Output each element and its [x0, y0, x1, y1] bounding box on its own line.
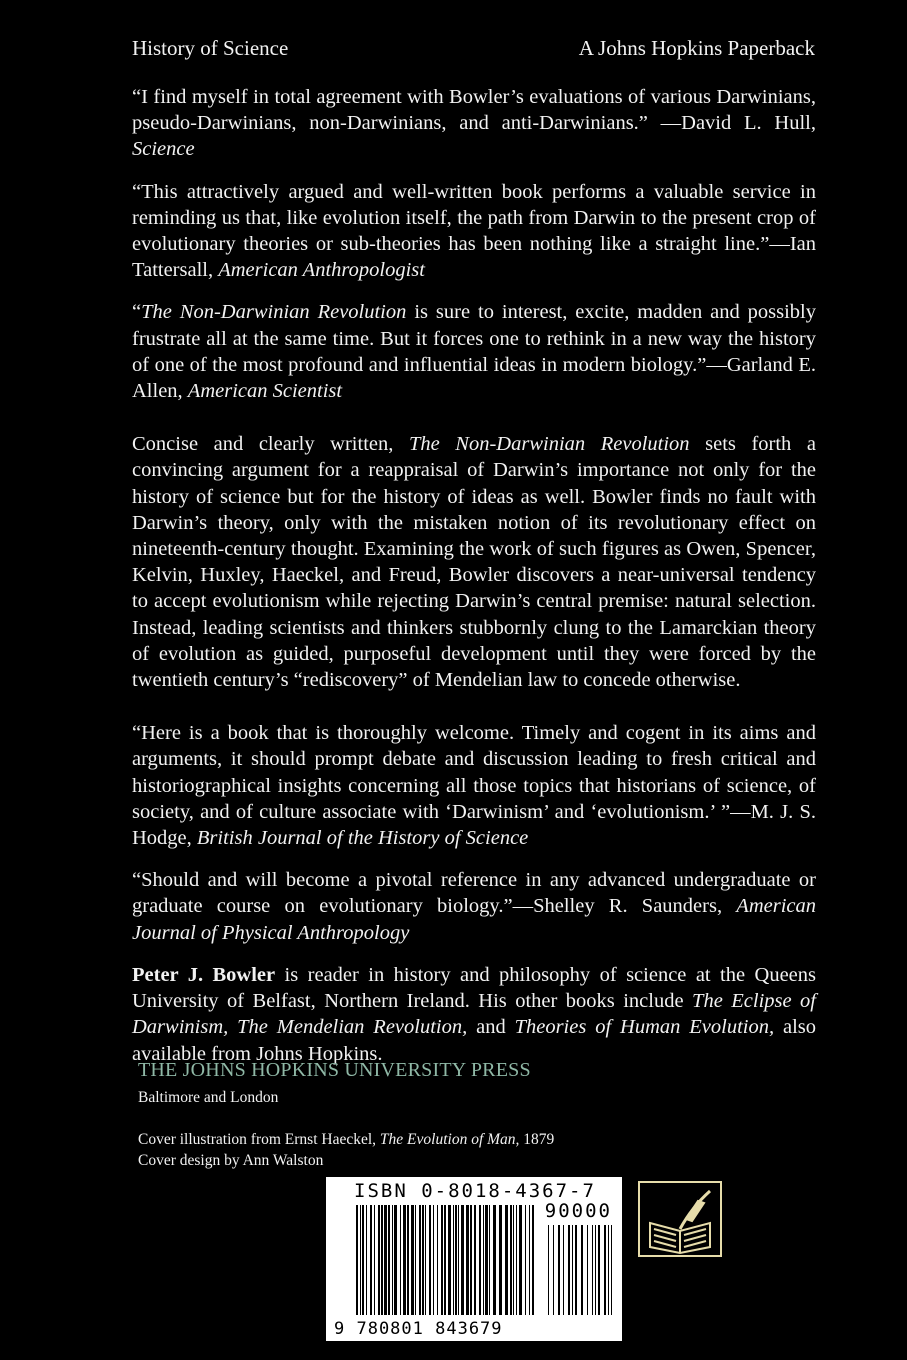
review-saunders: “Should and will become a pivotal reference in any advanced undergraduate or graduate course on evolutionary biology.”—Shelley R. Saunders, American Journal of Physical Anthropology	[132, 869, 816, 944]
series-label: History of Science	[132, 36, 289, 60]
cover-credits	[138, 1129, 554, 1171]
review-hull: “I find myself in total agreement with Bowler’s evaluations of various Darwinians, pseudo-Darwinians, non-Darwinians, and anti-Darwinians.” —David L. Hull, Science	[132, 86, 816, 161]
book-description: Concise and clearly written, The Non-Darwinian Revolution sets forth a convincing argument for a reappraisal of Darwin’s importance not only for the history of science but for the history of ideas as well. Bowler finds no fault with Darwin’s theory, only with the mistaken notion of its revolutionary effect on nineteenth-century thought. Examining the work of such figures as Owen, Spencer, Kelvin, Huxley, Haeckel, and Freud, Bowler discovers a near-universal tendency to accept evolutionism while rejecting Darwin’s central premise: natural selection. Instead, leading scientists and thinkers stubbornly clung to the Lamarckian theory of evolution as guided, purposeful development until they were forced by the twentieth century’s “rediscovery” of Mendelian law to concede otherwise.	[132, 433, 816, 692]
header	[132, 36, 815, 66]
imprint-label: A Johns Hopkins Paperback	[578, 36, 815, 60]
review-allen: “The Non-Darwinian Revolution is sure to interest, excite, madden and possibly frustrate all at the same time. But it forces one to rethink in a new way the history of one of the most profound and influential ideas in modern biology.”—Garland E. Allen, American Scientist	[132, 301, 817, 403]
back-cover-text	[132, 84, 816, 1067]
publisher-name: THE JOHNS HOPKINS UNIVERSITY PRESS	[138, 1059, 531, 1081]
publisher-city: Baltimore and London	[138, 1089, 279, 1106]
isbn-number: ISBN 0-8018-4367-7	[354, 1180, 596, 1202]
open-book-icon	[638, 1181, 722, 1257]
design-credit: Cover design by Ann Walston	[138, 1152, 324, 1169]
illustration-credit: Cover illustration from Ernst Haeckel, The Evolution of Man, 1879	[138, 1131, 555, 1148]
review-hodge: “Here is a book that is thoroughly welcome. Timely and cogent in its aims and arguments, it should prompt debate and discussion leading to fresh critical and historiographical insights concerning all those topics that historians of science, of society, and of culture associate with ‘Darwinism’ and ‘evolutionism.’ ”—M. J. S. Hodge, British Journal of the History of Science	[132, 722, 816, 850]
author-bio: Peter J. Bowler is reader in history and philosophy of science at the Queens University of Belfast, Northern Ireland. His other books include The Eclipse of Darwinism, The Mendelian Revolution, and Theories of Human Evolution, also available from Johns Hopkins.	[132, 963, 816, 1065]
price-code: 90000	[544, 1200, 612, 1222]
ean-number: 9 780801 843679	[334, 1319, 503, 1339]
barcode	[326, 1177, 622, 1341]
review-tattersall: “This attractively argued and well-written book performs a valuable service in reminding us that, like evolution itself, the path from Darwin to the present crop of evolutionary theories or sub-theories has been nothing like a straight line.”—Ian Tattersall, American Anthropologist	[132, 180, 816, 282]
